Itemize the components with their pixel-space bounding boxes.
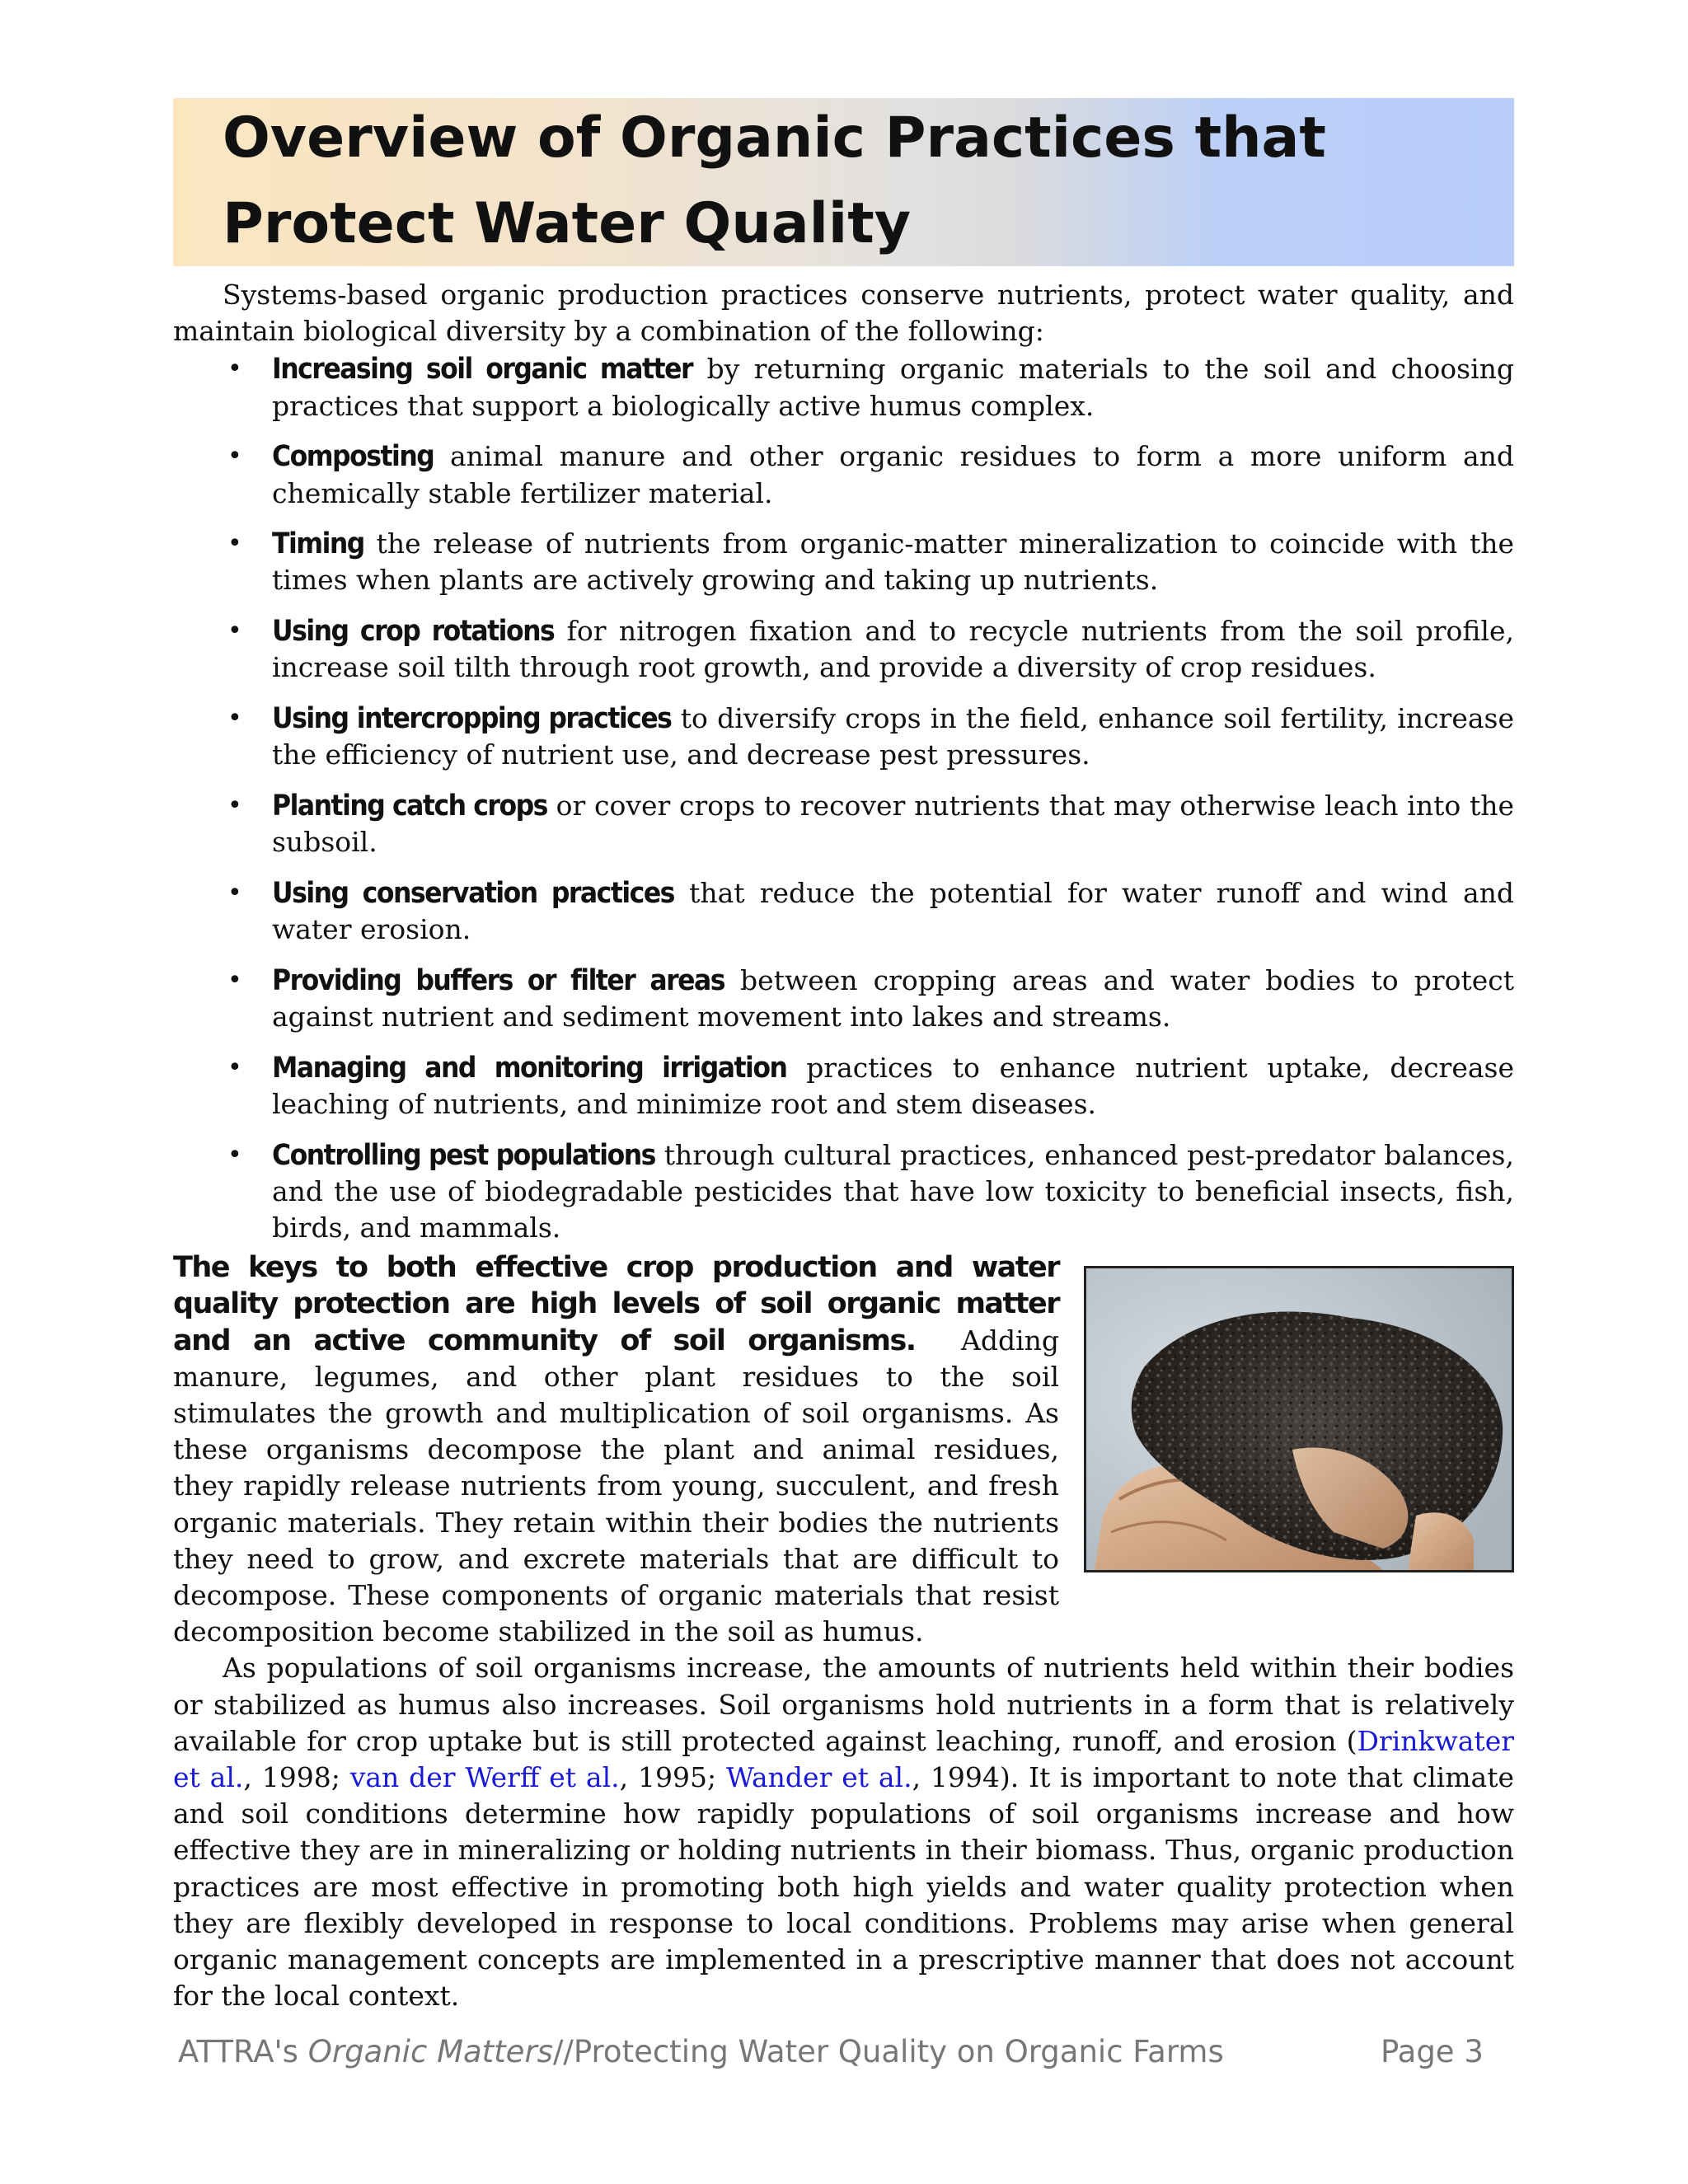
- list-item: [173, 526, 1514, 598]
- practice-keyword: Timing: [272, 527, 364, 561]
- bullet-dot-icon: •: [227, 878, 242, 907]
- list-item: [173, 963, 1514, 1035]
- soil-in-hand-photo: [1084, 1266, 1514, 1572]
- citation-link-wander[interactable]: Wander et al.: [725, 1761, 912, 1794]
- intro-paragraph: Systems-based organic production practices conserve nutrients, protect water quality, and maintain biological diversity by a combination of the following:: [173, 279, 1514, 348]
- citation-link-drinkwater[interactable]: Drinkwater et al.: [173, 1724, 1514, 1794]
- list-item: [173, 701, 1514, 773]
- bullet-dot-icon: •: [227, 704, 242, 733]
- practice-keyword: Controlling pest populations: [272, 1138, 655, 1172]
- keys-text: Adding manure, legumes, and other plant residues to the soil stimulates the growth and multiplication of soil organisms. As these organisms decompose the plant and animal residues, they rapidly release nutrients from young, succulent, and fresh organic materials. They retain within their bodies the nutrients they need to grow, and excrete materials that are difficult to decompose. These components of organic materials that resist decomposition become stabilized in the soil as humus.: [173, 1324, 1059, 1648]
- nutrients-paragraph: [173, 1650, 1514, 2014]
- practice-text: animal manure and other organic residues to form a more uniform and chemically stable fertilizer material.: [272, 440, 1514, 509]
- bullet-dot-icon: •: [227, 442, 242, 471]
- footer-subtitle: //Protecting Water Quality on Organic Farms: [552, 2034, 1224, 2069]
- practice-keyword: Planting catch crops: [272, 789, 547, 823]
- bullet-dot-icon: •: [227, 529, 242, 559]
- body-text: [173, 277, 1514, 2014]
- bullet-dot-icon: •: [227, 790, 242, 820]
- page-number: Page 3: [1381, 2034, 1484, 2069]
- citation-year-1: , 1998;: [243, 1761, 350, 1794]
- para3-after: It is important to note that climate and soil conditions determine how rapidly populations of soil organisms increase and how effective they are in mineralizing or holding nutrients in their biomass. Thus, organic production practices are most effective in promoting both high yields and water quality protection when they are flexibly developed in response to local conditions. Problems may arise when general organic management concepts are implemented in a prescriptive manner that does not account for the local context.: [173, 1761, 1514, 2013]
- practice-keyword: Using conservation practices: [272, 876, 674, 910]
- list-item: [173, 438, 1514, 511]
- citation-year-2: , 1995;: [619, 1761, 726, 1794]
- bullet-dot-icon: •: [227, 354, 242, 384]
- keys-lead: The keys to both effective crop production and water quality protection are high levels of soil organic matter and an active community of soil organisms.: [173, 1251, 1059, 1357]
- practice-text: the release of nutrients from organic-matter mineralization to coincide with the times when plants are actively growing and taking up nutrients.: [272, 527, 1514, 597]
- practice-keyword: Increasing soil organic matter: [272, 353, 692, 387]
- footer-publisher: ATTRA's: [178, 2034, 308, 2069]
- list-item: [173, 1050, 1514, 1122]
- practice-text: or cover crops to recover nutrients that may otherwise leach into the subsoil.: [272, 789, 1514, 859]
- bullet-dot-icon: •: [227, 965, 242, 995]
- citation-year-3: , 1994).: [912, 1761, 1020, 1794]
- practices-list: [173, 351, 1514, 1246]
- practice-keyword: Providing buffers or filter areas: [272, 963, 724, 997]
- practice-keyword: Using intercropping practices: [272, 702, 672, 736]
- practice-text: by returning organic materials to the soil and choosing practices that support a biologically active humus complex.: [272, 353, 1514, 422]
- practice-text: for nitrogen fixation and to recycle nutrients from the soil profile, increase soil tilth through root growth, and provide a diversity of crop residues.: [272, 615, 1514, 684]
- para3-before: As populations of soil organisms increase, the amounts of nutrients held within their bodies or stabilized as humus also increases. Soil organisms hold nutrients in a form that is relatively available for crop uptake but is still protected against leaching, runoff, and erosion (: [173, 1652, 1514, 1757]
- practice-keyword: Managing and monitoring irrigation: [272, 1051, 787, 1085]
- practice-text: to diversify crops in the field, enhance soil fertility, increase the efficiency of nutrient use, and decrease pest pressures.: [272, 702, 1514, 771]
- practice-text: practices to enhance nutrient uptake, decrease leaching of nutrients, and minimize root and stem diseases.: [272, 1051, 1515, 1120]
- list-item: [173, 875, 1514, 948]
- bullet-dot-icon: •: [227, 1052, 242, 1082]
- page-title: Overview of Organic Practices that Protect Water Quality: [223, 105, 1326, 256]
- list-item: [173, 351, 1514, 424]
- practice-text: between cropping areas and water bodies to protect against nutrient and sediment movement into lakes and streams.: [272, 963, 1514, 1033]
- practice-text: that reduce the potential for water runoff and wind and water erosion.: [272, 876, 1515, 946]
- list-item: [173, 1137, 1514, 1247]
- footer-running-title: [178, 2034, 1224, 2069]
- citation-link-van-der-werff[interactable]: van der Werff et al.: [349, 1761, 620, 1794]
- bullet-dot-icon: •: [227, 616, 242, 646]
- list-item: [173, 613, 1514, 686]
- practice-text: through cultural practices, enhanced pest-predator balances, and the use of biodegradable pesticides that have low toxicity to beneficial insects, fish, birds, and mammals.: [272, 1138, 1514, 1244]
- practice-keyword: Using crop rotations: [272, 615, 555, 649]
- footer-series: Organic Matters: [307, 2034, 553, 2069]
- practice-keyword: Composting: [272, 440, 434, 474]
- list-item: [173, 788, 1514, 860]
- soil-photo-frame: [1084, 1266, 1514, 1571]
- bullet-dot-icon: •: [227, 1140, 242, 1169]
